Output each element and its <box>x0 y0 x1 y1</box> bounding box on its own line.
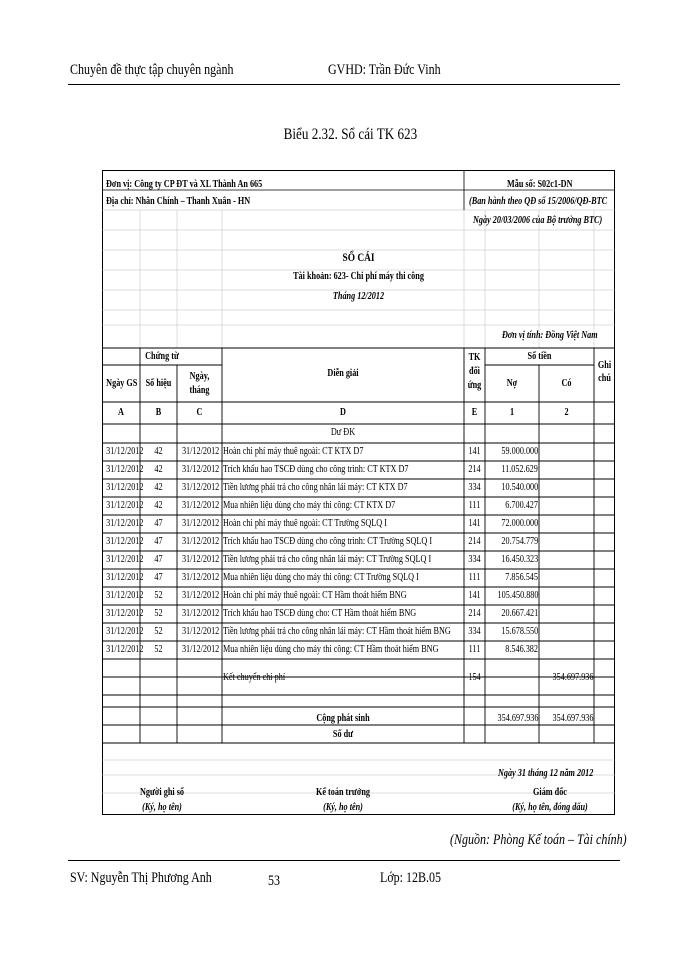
row-date: 31/12/2012 <box>181 518 220 529</box>
signer-1-note: (Ký, họ tên) <box>142 802 182 813</box>
row-debit: 7.856.545 <box>505 572 538 583</box>
col-date-month-1: Ngày, <box>189 371 210 382</box>
signer-3-note: (Ký, họ tên, đóng dấu) <box>512 802 588 813</box>
code-b: B <box>155 407 162 418</box>
issued-line-2: Ngày 20/03/2006 của Bộ trưởng BTC) <box>473 215 603 226</box>
col-amount: Số tiền <box>527 351 552 362</box>
footer-page: 53 <box>268 873 280 889</box>
col-note-2: chú <box>598 373 611 384</box>
row-date: 31/12/2012 <box>181 626 220 637</box>
col-credit: Có <box>561 378 572 389</box>
col-debit: Nợ <box>506 378 518 389</box>
row-date-gs: 31/12/2012 <box>106 572 144 583</box>
totals-label: Cộng phát sinh <box>316 713 370 724</box>
row-date: 31/12/2012 <box>181 464 220 475</box>
row-date-gs: 31/12/2012 <box>106 446 144 457</box>
row-date-gs: 31/12/2012 <box>106 500 144 511</box>
row-number: 52 <box>154 626 163 637</box>
row-date: 31/12/2012 <box>181 446 220 457</box>
row-tk: 141 <box>468 518 481 529</box>
closing-balance: Số dư <box>332 729 354 740</box>
row-number: 42 <box>154 500 163 511</box>
row-debit: 16.450.323 <box>501 554 538 565</box>
row-date: 31/12/2012 <box>181 500 220 511</box>
col-tk-3: ứng <box>467 380 482 391</box>
row-date-gs: 31/12/2012 <box>106 608 144 619</box>
code-e: E <box>471 407 478 418</box>
source-note: (Nguồn: Phòng Kế toán – Tài chính) <box>450 832 627 848</box>
row-description: Hoàn chi phí máy thuê ngoài: CT Trường SQLQ I <box>223 518 388 529</box>
row-date-gs: 31/12/2012 <box>106 590 144 601</box>
signer-1-title: Người ghi sổ <box>139 787 185 798</box>
row-number: 47 <box>154 554 163 565</box>
row-date-gs: 31/12/2012 <box>106 554 144 565</box>
footer-student: SV: Nguyễn Thị Phương Anh <box>70 870 212 886</box>
row-date-gs: 31/12/2012 <box>106 518 144 529</box>
col-description: Diễn giải <box>327 368 359 379</box>
code-a: A <box>118 407 124 418</box>
row-debit: 11.052.629 <box>501 464 538 475</box>
row-description: Tiền lương phải trả cho công nhân lái máy: CT Trường SQLQ I <box>223 554 432 565</box>
date-signed: Ngày 31 tháng 12 năm 2012 <box>498 768 594 779</box>
unit-label: Đơn vị: Công ty CP ĐT và XL Thành An 665 <box>106 179 263 190</box>
row-description: Trích khấu hao TSCĐ dùng cho công trình: CT Trường SQLQ I <box>223 536 433 547</box>
row-tk: 214 <box>468 608 481 619</box>
header-rule <box>68 84 620 85</box>
totals-credit: 354.697.936 <box>552 713 593 724</box>
header-left: Chuyên đề thực tập chuyên ngành <box>70 62 234 78</box>
totals-debit: 354.697.936 <box>497 713 538 724</box>
transfer-credit: 354.697.936 <box>552 672 593 683</box>
col-note-1: Ghi <box>597 360 612 371</box>
row-debit: 59.000.000 <box>501 446 538 457</box>
ledger-title: SỔ CÁI <box>342 250 375 264</box>
currency-label: Đơn vị tính: Đồng Việt Nam <box>502 330 598 341</box>
row-debit: 8.546.382 <box>505 644 538 655</box>
row-date: 31/12/2012 <box>181 644 220 655</box>
account-label: Tài khoản: 623- Chi phí máy thi công <box>293 271 424 282</box>
col-date-gs: Ngày GS <box>106 378 138 389</box>
col-date-month-2: tháng <box>189 385 210 396</box>
row-number: 47 <box>154 536 163 547</box>
row-number: 42 <box>154 464 163 475</box>
row-number: 47 <box>154 518 163 529</box>
form-number: Mẫu số: S02c1-DN <box>507 179 573 190</box>
code-d: D <box>340 407 346 418</box>
row-date: 31/12/2012 <box>181 590 220 601</box>
footer-class: Lớp: 12B.05 <box>380 870 442 886</box>
row-description: Trích khấu hao TSCĐ dùng cho công trình: CT KTX D7 <box>223 464 409 475</box>
row-debit: 20.667.421 <box>501 608 538 619</box>
row-number: 42 <box>154 446 163 457</box>
code-1: 1 <box>509 407 515 418</box>
row-date-gs: 31/12/2012 <box>106 464 144 475</box>
row-tk: 141 <box>468 446 481 457</box>
signer-3-title: Giám đốc <box>533 787 567 798</box>
transfer-desc: Kết chuyển chi phí <box>223 672 286 683</box>
col-tk-1: TK <box>468 352 481 363</box>
row-debit: 105.450.880 <box>497 590 538 601</box>
col-tk-2: đối <box>469 366 480 377</box>
row-debit: 10.540.000 <box>501 482 538 493</box>
row-date-gs: 31/12/2012 <box>106 536 144 547</box>
row-date: 31/12/2012 <box>181 608 220 619</box>
issued-line-1: (Ban hành theo QĐ số 15/2006/QĐ-BTC <box>469 196 608 207</box>
row-date: 31/12/2012 <box>181 572 220 583</box>
row-debit: 6.700.427 <box>505 500 538 511</box>
signer-2-title: Kế toán trưởng <box>315 787 371 798</box>
row-description: Trích khấu hao TSCĐ dùng cho: CT Hầm thoát hiểm BNG <box>223 608 417 619</box>
ledger-sheet <box>102 170 615 815</box>
row-tk: 214 <box>468 536 481 547</box>
row-debit: 15.678.550 <box>501 626 538 637</box>
row-date: 31/12/2012 <box>181 482 220 493</box>
row-description: Hoàn chi phí máy thuê ngoài: CT Hầm thoát hiểm BNG <box>223 590 407 601</box>
caption: Biểu 2.32. Sổ cái TK 623 <box>283 126 417 143</box>
row-description: Tiền lương phải trả cho công nhân lái máy: CT KTX D7 <box>223 482 408 493</box>
row-number: 52 <box>154 608 163 619</box>
row-tk: 334 <box>468 482 481 493</box>
period-label: Tháng 12/2012 <box>332 291 385 302</box>
row-number: 42 <box>154 482 163 493</box>
row-tk: 214 <box>468 464 481 475</box>
row-tk: 141 <box>468 590 481 601</box>
address-label: Địa chỉ: Nhân Chính – Thanh Xuân - HN <box>106 196 251 207</box>
row-tk: 334 <box>468 554 481 565</box>
code-2: 2 <box>564 407 569 418</box>
row-date: 31/12/2012 <box>181 554 220 565</box>
row-date-gs: 31/12/2012 <box>106 482 144 493</box>
row-date: 31/12/2012 <box>181 536 220 547</box>
row-debit: 72.000.000 <box>501 518 538 529</box>
row-tk: 111 <box>468 644 481 655</box>
row-date-gs: 31/12/2012 <box>106 626 144 637</box>
signer-2-note: (Ký, họ tên) <box>323 802 363 813</box>
row-description: Tiền lương phải trả cho công nhân lái máy: CT Hầm thoát hiểm BNG <box>223 626 451 637</box>
row-description: Mua nhiên liệu dùng cho máy thi công: CT Hầm thoát hiểm BNG <box>223 644 439 655</box>
row-description: Mua nhiên liệu dùng cho máy thi công: CT KTX D7 <box>223 500 396 511</box>
row-description: Hoàn chi phí máy thuê ngoài: CT KTX D7 <box>223 446 364 457</box>
row-number: 52 <box>154 590 163 601</box>
col-voucher: Chứng từ <box>145 351 179 362</box>
row-tk: 111 <box>468 500 481 511</box>
row-tk: 111 <box>468 572 481 583</box>
col-number: Số hiệu <box>145 378 172 389</box>
opening-balance: Dư ĐK <box>330 427 356 438</box>
row-debit: 20.754.779 <box>501 536 538 547</box>
row-date-gs: 31/12/2012 <box>106 644 144 655</box>
header-right: GVHD: Trần Đức Vinh <box>328 62 441 78</box>
row-tk: 334 <box>468 626 481 637</box>
transfer-tk: 154 <box>468 672 481 683</box>
row-description: Mua nhiên liệu dùng cho máy thi công: CT Trường SQLQ I <box>223 572 419 583</box>
code-c: C <box>196 407 203 418</box>
row-number: 47 <box>154 572 163 583</box>
row-number: 52 <box>154 644 163 655</box>
footer-rule <box>68 860 620 861</box>
